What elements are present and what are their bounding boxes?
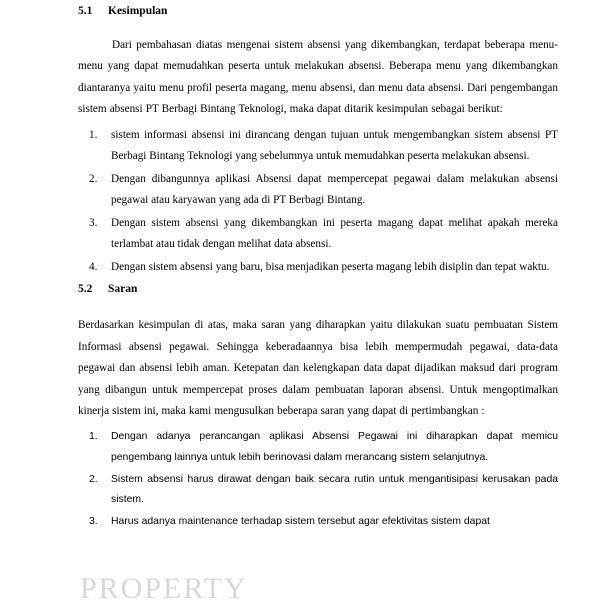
list-item [78,169,558,212]
section-title: Saran [108,283,138,296]
list-marker: 1. [89,430,98,442]
section-title: Kesimpulan [108,5,168,17]
list-item [78,257,558,279]
section-heading-saran [78,282,558,297]
spacer [78,28,558,35]
list-item [78,512,558,533]
list-item-text: Sistem absensi harus dirawat dengan baik secara rutin untuk mengantisipasi kerusakan pada sistem. [111,473,558,506]
list-saran [78,427,558,533]
list-item [78,125,558,168]
list-item-text: Dengan adanya perancangan aplikasi Absensi Pegawai ini diharapkan dapat memicu pengembang lainnya untuk lebih berinovasi dalam merancang sistem selanjutnya. [111,430,558,463]
list-marker: 3. [89,216,98,229]
list-item-text: Dengan sistem absensi yang baru, bisa menjadikan peserta magang lebih disiplin dan tepat waktu. [111,260,550,273]
watermark: PROPERTY [80,572,248,600]
document-body [78,4,558,537]
list-item [78,470,558,512]
section-number: 5.1 [78,5,93,17]
list-kesimpulan [78,125,558,279]
paragraph: Dari pembahasan diatas mengenai sistem absensi yang dikembangkan, terdapat beberapa menu-menu yang dapat memudahkan peserta untuk melakukan absensi. Beberapa menu yang dikembangkan diantaranya yaitu menu profil peserta magang, menu absensi, dan menu data absensi. Dari pengembangan sistem absensi PT Berbagi Bintang Teknologi, maka dapat ditarik kesimpulan sebagai berikut: [78,38,558,116]
list-marker: 3. [89,516,98,528]
list-marker: 1. [89,128,98,141]
spacer [78,306,558,315]
list-marker: 4. [89,260,98,273]
paragraph: Berdasarkan kesimpulan di atas, maka saran yang diharapkan yaitu dilakukan suatu pembuatan Sistem Informasi absensi pegawai. Sehingga keberadaannya bisa lebih mempermudah pegawai, data-data pegawai dan absensi lebih aman. Ketepatan dan kelengkapan data dapat dijadikan maksud dari program yang dibangun untuk mempercepat proses dalam pembuatan laporan absensi. Untuk mengoptimalkan kinerja sistem ini, maka kami mengusulkan beberapa saran yang dapat di pertimbangkan : [78,319,558,418]
section-heading-kesimpulan [78,4,558,19]
list-item [78,213,558,256]
section-number: 5.2 [78,283,93,296]
list-marker: 2. [89,172,98,185]
list-item-text: Dengan dibangunnya aplikasi Absensi dapat mempercepat pegawai dalam melakukan absensi pegawai atau karyawan yang ada di PT Berbagi Bintang. [111,172,558,207]
list-item-text: sistem informasi absensi ini dirancang dengan tujuan untuk mengembangkan sistem absensi PT Berbagi Bintang Teknologi yang sebelumnya untuk memudahkan peserta melakukan absensi. [111,128,558,163]
list-item-text: Dengan sistem absensi yang dikembangkan ini peserta magang dapat melihat apakah mereka terlambat atau tidak dengan melihat data absensi. [111,216,558,251]
list-item [78,427,558,469]
list-marker: 2. [89,473,98,485]
list-item-text: Harus adanya maintenance terhadap sistem tersebut agar efektivitas sistem dapat [111,516,490,528]
